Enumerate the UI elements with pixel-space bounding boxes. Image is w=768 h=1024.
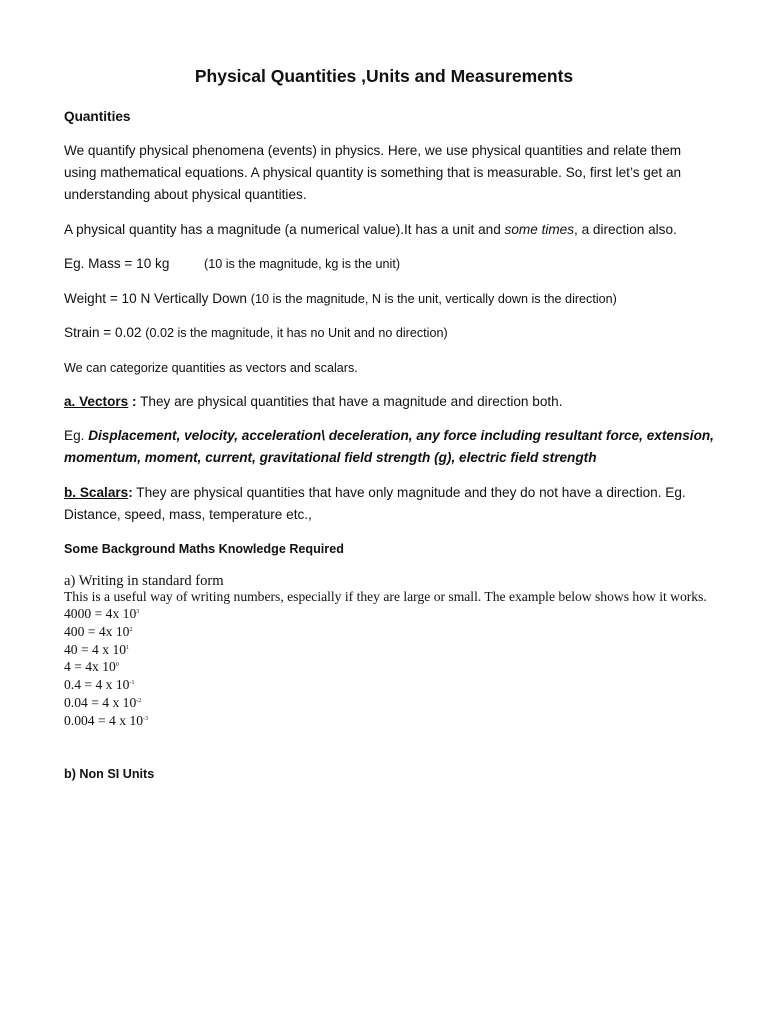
standard-form-row (64, 623, 719, 641)
weight-example-label: Weight = 10 N Vertically Down (64, 291, 247, 306)
weight-example (64, 288, 714, 310)
mass-example (64, 253, 714, 275)
vectors-eg-prefix: Eg. (64, 428, 89, 443)
standard-form-exponent: -1 (129, 680, 135, 687)
vectors-eg-list: Displacement, velocity, acceleration\ deceleration, any force including resultant force, extension, momentum, moment, current, gravitational field strength (g), electric field strength (64, 428, 714, 465)
categorize-text: We can categorize quantities as vectors and scalars. (64, 361, 358, 375)
standard-form-value: 0.4 = 4 x 10 (64, 677, 130, 693)
standard-form-exponent: 0 (115, 662, 119, 669)
standard-form-value: 0.04 = 4 x 10 (64, 694, 137, 710)
standard-form-row (64, 712, 719, 730)
vectors-colon: : (128, 394, 137, 409)
standard-form-description: This is a useful way of writing numbers, especially if they are large or small. The example below shows how it works. (64, 589, 707, 604)
standard-form-exponent: 1 (126, 644, 130, 651)
standard-form-row (64, 694, 719, 712)
magnitude-italic: some times (504, 222, 575, 237)
strain-example-label: Strain = 0.02 (64, 325, 142, 340)
magnitude-text: A physical quantity has a magnitude (a numerical value).It has a unit and (64, 222, 505, 237)
vectors-definition: They are physical quantities that have a magnitude and direction both. (136, 394, 563, 409)
standard-form-value: 4000 = 4x 10 (64, 606, 137, 621)
vectors-examples (64, 425, 714, 469)
standard-form-row (64, 676, 719, 694)
strain-example-note: (0.02 is the magnitude, it has no Unit and no direction) (145, 326, 448, 340)
standard-form-value: 4 = 4x 10 (64, 659, 116, 675)
maths-heading: Some Background Maths Knowledge Required (64, 542, 344, 556)
magnitude-text-end: , a direction also. (574, 222, 677, 237)
standard-form-exponent: -3 (143, 715, 149, 722)
weight-example-note: (10 is the magnitude, N is the unit, vertically down is the direction) (250, 292, 617, 306)
scalars-label: b. Scalars (64, 485, 129, 500)
scalars-paragraph (64, 482, 714, 526)
quantities-heading: Quantities (64, 109, 131, 124)
standard-form-examples (64, 605, 719, 730)
standard-form-value: 40 = 4 x 10 (64, 641, 127, 657)
page-title: Physical Quantities ,Units and Measurements (194, 66, 574, 86)
standard-form-row (64, 605, 719, 623)
vectors-paragraph (64, 391, 714, 413)
scalars-colon: : (128, 485, 133, 500)
standard-form-row (64, 658, 719, 676)
standard-form-section (64, 573, 719, 730)
standard-form-exponent: 2 (129, 626, 133, 633)
standard-form-row (64, 641, 719, 659)
standard-form-exponent: 3 (136, 609, 140, 615)
standard-form-value: 0.004 = 4 x 10 (64, 712, 144, 728)
magnitude-paragraph (64, 219, 714, 241)
non-si-heading: b) Non SI Units (64, 767, 155, 781)
strain-example (64, 322, 714, 344)
standard-form-value: 400 = 4x 10 (64, 623, 130, 639)
intro-paragraph: We quantify physical phenomena (events) in physics. Here, we use physical quantities and relate them using mathematical equations. A physical quantity is something that is measurable. So, first let’s get an understanding about physical quantities. (64, 143, 682, 202)
mass-example-note: (10 is the magnitude, kg is the unit) (204, 257, 401, 271)
standard-form-exponent: -2 (136, 697, 142, 704)
standard-form-heading: a) Writing in standard form (64, 573, 224, 589)
scalars-definition: They are physical quantities that have only magnitude and they do not have a direction. Eg. Distance, speed, mass, temperature etc., (64, 485, 686, 522)
mass-example-label: Eg. Mass = 10 kg (64, 256, 170, 271)
vectors-label: a. Vectors (64, 394, 129, 409)
